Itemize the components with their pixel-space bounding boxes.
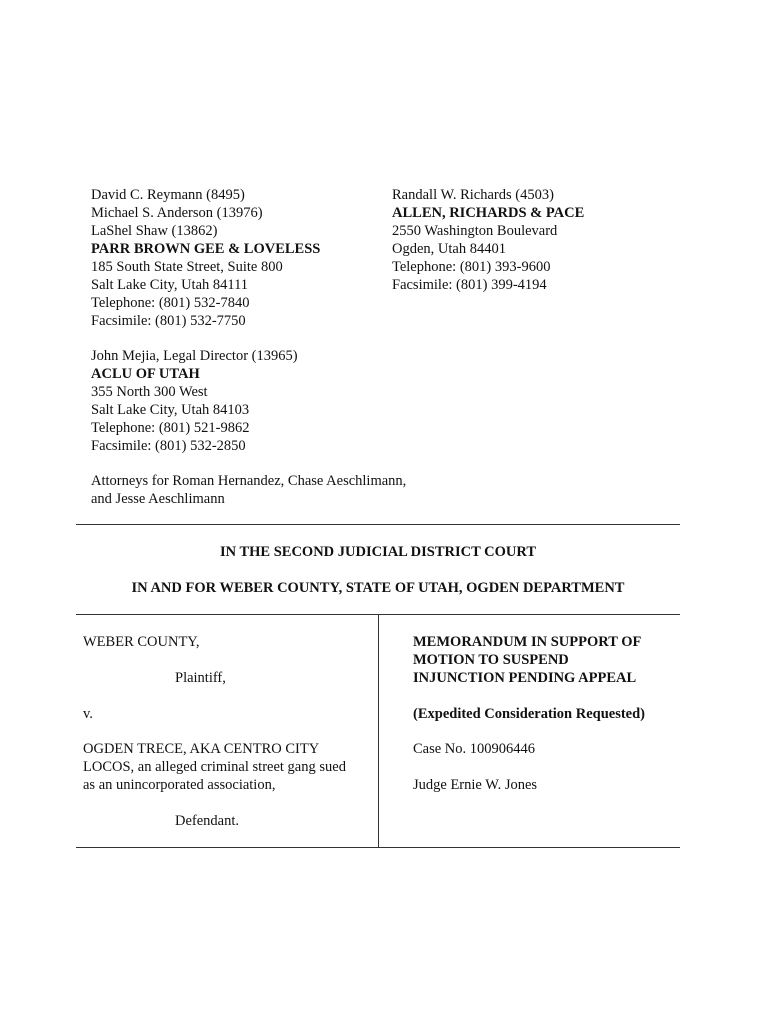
attorney-name: Michael S. Anderson (13976) (91, 205, 263, 221)
court-name-heading: IN THE SECOND JUDICIAL DISTRICT COURT (219, 544, 537, 560)
address-line: Salt Lake City, Utah 84111 (91, 277, 249, 293)
attorney-name: David C. Reymann (8495) (91, 187, 245, 203)
facsimile-line: Facsimile: (801) 532-7750 (91, 313, 246, 329)
address-line: 185 South State Street, Suite 800 (91, 259, 283, 275)
attorneys-for-line: Attorneys for Roman Hernandez, Chase Aeschlimann, (91, 473, 407, 489)
address-line: Ogden, Utah 84401 (392, 241, 506, 257)
court-county-heading: IN AND FOR WEBER COUNTY, STATE OF UTAH, OGDEN DEPARTMENT (131, 580, 625, 596)
telephone-line: Telephone: (801) 532-7840 (91, 295, 250, 311)
document-title-line: INJUNCTION PENDING APPEAL (413, 670, 637, 686)
defendant-label: Defendant. (175, 813, 240, 829)
document-title (413, 633, 641, 687)
facsimile-line: Facsimile: (801) 399-4194 (392, 277, 547, 293)
horizontal-rule (76, 847, 680, 848)
counsel-block-right (392, 186, 584, 294)
versus-label: v. (83, 706, 93, 722)
address-line: 2550 Washington Boulevard (392, 223, 558, 239)
facsimile-line: Facsimile: (801) 532-2850 (91, 438, 246, 454)
caption-divider (378, 614, 379, 848)
plaintiff-label: Plaintiff, (175, 670, 226, 686)
plaintiff-name: WEBER COUNTY, (83, 634, 200, 650)
defendant-name (83, 740, 346, 794)
telephone-line: Telephone: (801) 521-9862 (91, 420, 250, 436)
address-line: 355 North 300 West (91, 384, 208, 400)
document-title-line: MOTION TO SUSPEND (413, 652, 569, 668)
law-firm-name: PARR BROWN GEE & LOVELESS (91, 241, 321, 257)
counsel-block-aclu (91, 347, 298, 455)
expedited-notice: (Expedited Consideration Requested) (413, 706, 646, 722)
organization-name: ACLU OF UTAH (91, 366, 200, 382)
defendant-line: as an unincorporated association, (83, 777, 276, 793)
attorneys-for-statement (91, 472, 406, 508)
document-title-line: MEMORANDUM IN SUPPORT OF (413, 634, 642, 650)
counsel-block-left (91, 186, 320, 330)
horizontal-rule (76, 524, 680, 525)
attorney-name: Randall W. Richards (4503) (392, 187, 554, 203)
defendant-line: LOCOS, an alleged criminal street gang sued (83, 759, 346, 775)
attorney-name: LaShel Shaw (13862) (91, 223, 218, 239)
address-line: Salt Lake City, Utah 84103 (91, 402, 250, 418)
judge-name: Judge Ernie W. Jones (413, 777, 538, 793)
law-firm-name: ALLEN, RICHARDS & PACE (392, 205, 585, 221)
defendant-line: OGDEN TRECE, AKA CENTRO CITY (83, 741, 320, 757)
attorney-name: John Mejia, Legal Director (13965) (91, 348, 298, 364)
telephone-line: Telephone: (801) 393-9600 (392, 259, 551, 275)
case-number: Case No. 100906446 (413, 741, 536, 757)
attorneys-for-line: and Jesse Aeschlimann (91, 491, 225, 507)
